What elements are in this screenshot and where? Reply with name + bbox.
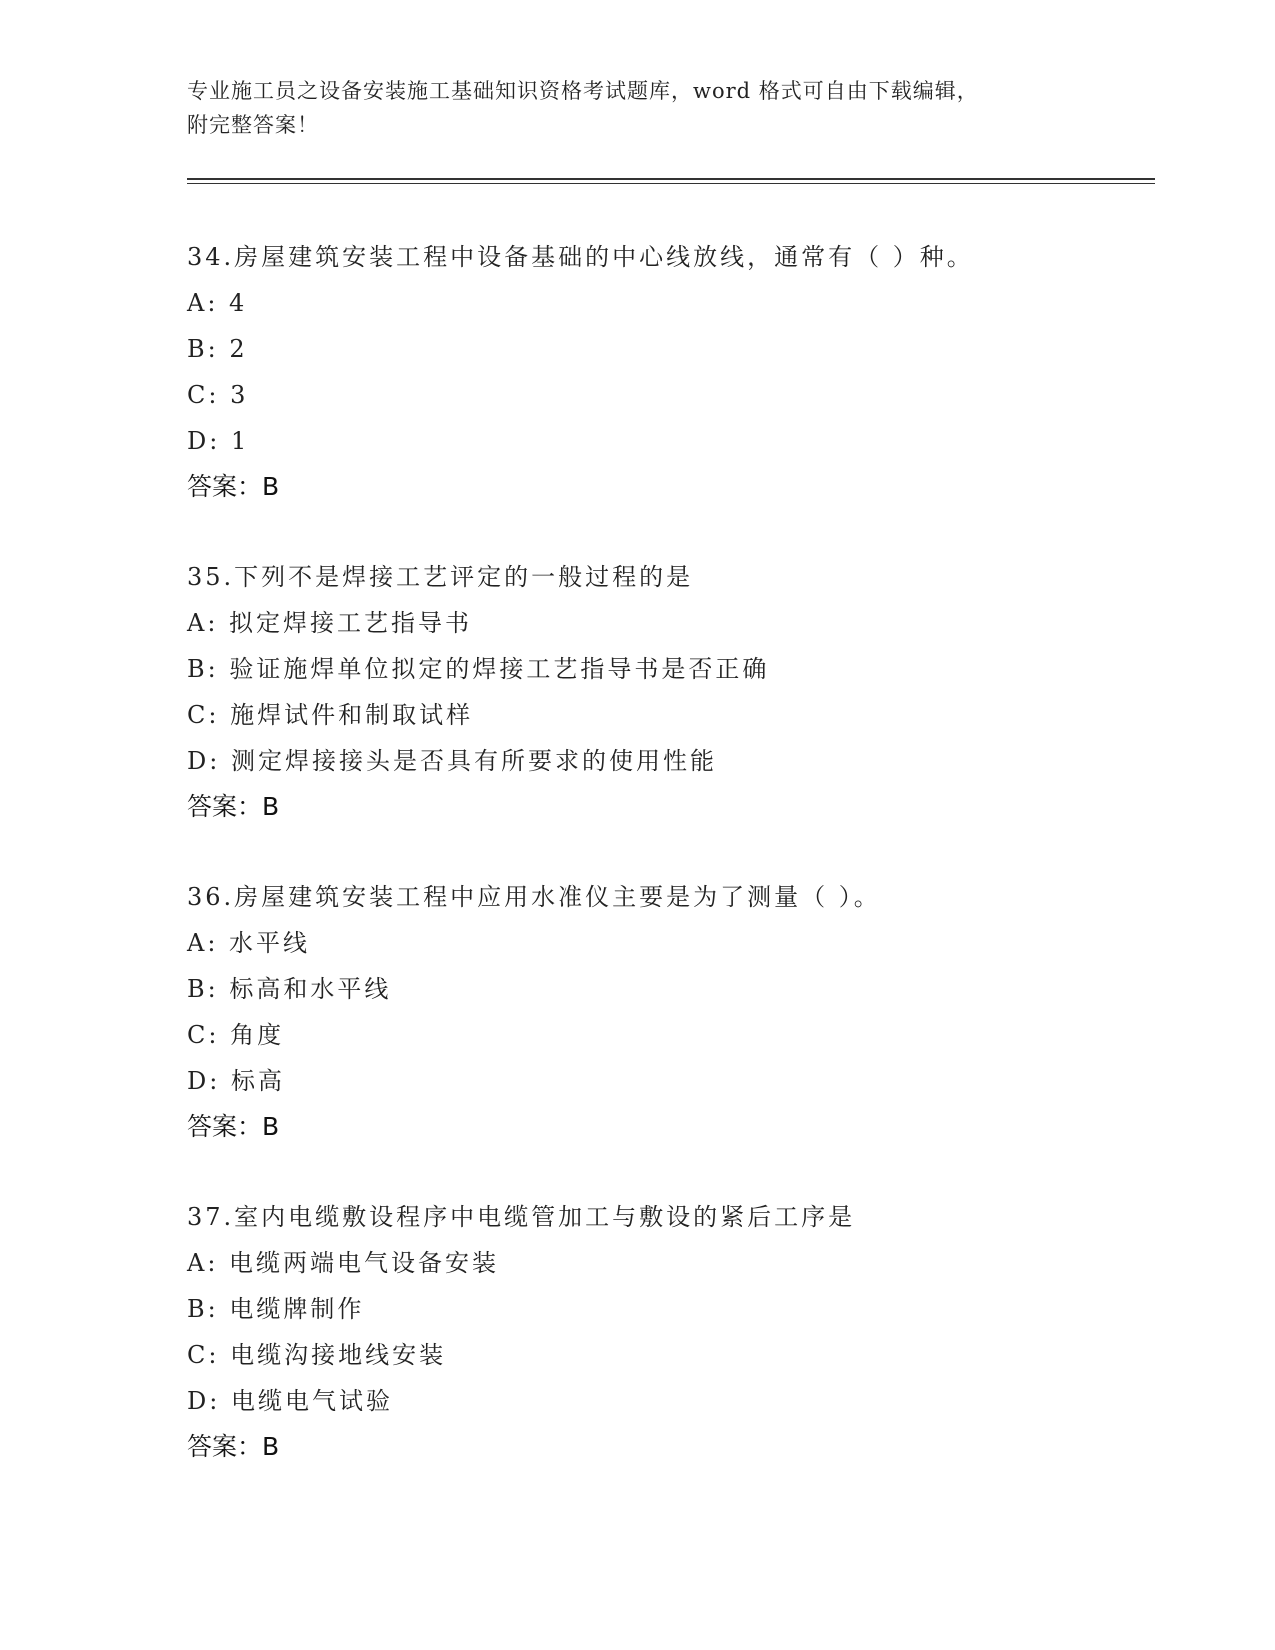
option-b: B: 验证施焊单位拟定的焊接工艺指导书是否正确 <box>187 655 770 683</box>
option-a: A: 水平线 <box>187 929 311 957</box>
question-stem: 34.房屋建筑安装工程中设备基础的中心线放线，通常有（ ）种。 <box>187 243 974 271</box>
answer: 答案：B <box>187 792 280 821</box>
header-divider-bottom <box>187 183 1155 184</box>
answer: 答案：B <box>187 1432 280 1461</box>
question-34 <box>187 234 1155 510</box>
header-divider-top <box>187 178 1155 180</box>
option-d: D: 1 <box>187 427 250 455</box>
option-b: B: 电缆牌制作 <box>187 1295 365 1323</box>
question-36 <box>187 874 1155 1150</box>
option-d: D: 测定焊接接头是否具有所要求的使用性能 <box>187 747 717 775</box>
document-header <box>187 74 1087 142</box>
option-b: B: 标高和水平线 <box>187 975 392 1003</box>
option-c: C: 施焊试件和制取试样 <box>187 701 474 729</box>
option-c: C: 角度 <box>187 1021 285 1049</box>
question-stem: 35.下列不是焊接工艺评定的一般过程的是 <box>187 563 694 591</box>
option-d: D: 电缆电气试验 <box>187 1387 393 1415</box>
question-35 <box>187 554 1155 830</box>
answer: 答案：B <box>187 472 280 501</box>
option-a: A: 4 <box>187 289 248 317</box>
question-stem: 37.室内电缆敷设程序中电缆管加工与敷设的紧后工序是 <box>187 1203 856 1231</box>
question-stem: 36.房屋建筑安装工程中应用水准仪主要是为了测量（ ）。 <box>187 883 881 911</box>
header-line-2: 附完整答案！ <box>187 113 319 137</box>
option-a: A: 拟定焊接工艺指导书 <box>187 609 473 637</box>
header-line-1: 专业施工员之设备安装施工基础知识资格考试题库，word 格式可自由下载编辑， <box>187 79 979 103</box>
option-d: D: 标高 <box>187 1067 285 1095</box>
option-b: B: 2 <box>187 335 248 363</box>
answer: 答案：B <box>187 1112 280 1141</box>
option-c: C: 3 <box>187 381 249 409</box>
question-37 <box>187 1194 1155 1470</box>
option-a: A: 电缆两端电气设备安装 <box>187 1249 500 1277</box>
option-c: C: 电缆沟接地线安装 <box>187 1341 447 1369</box>
